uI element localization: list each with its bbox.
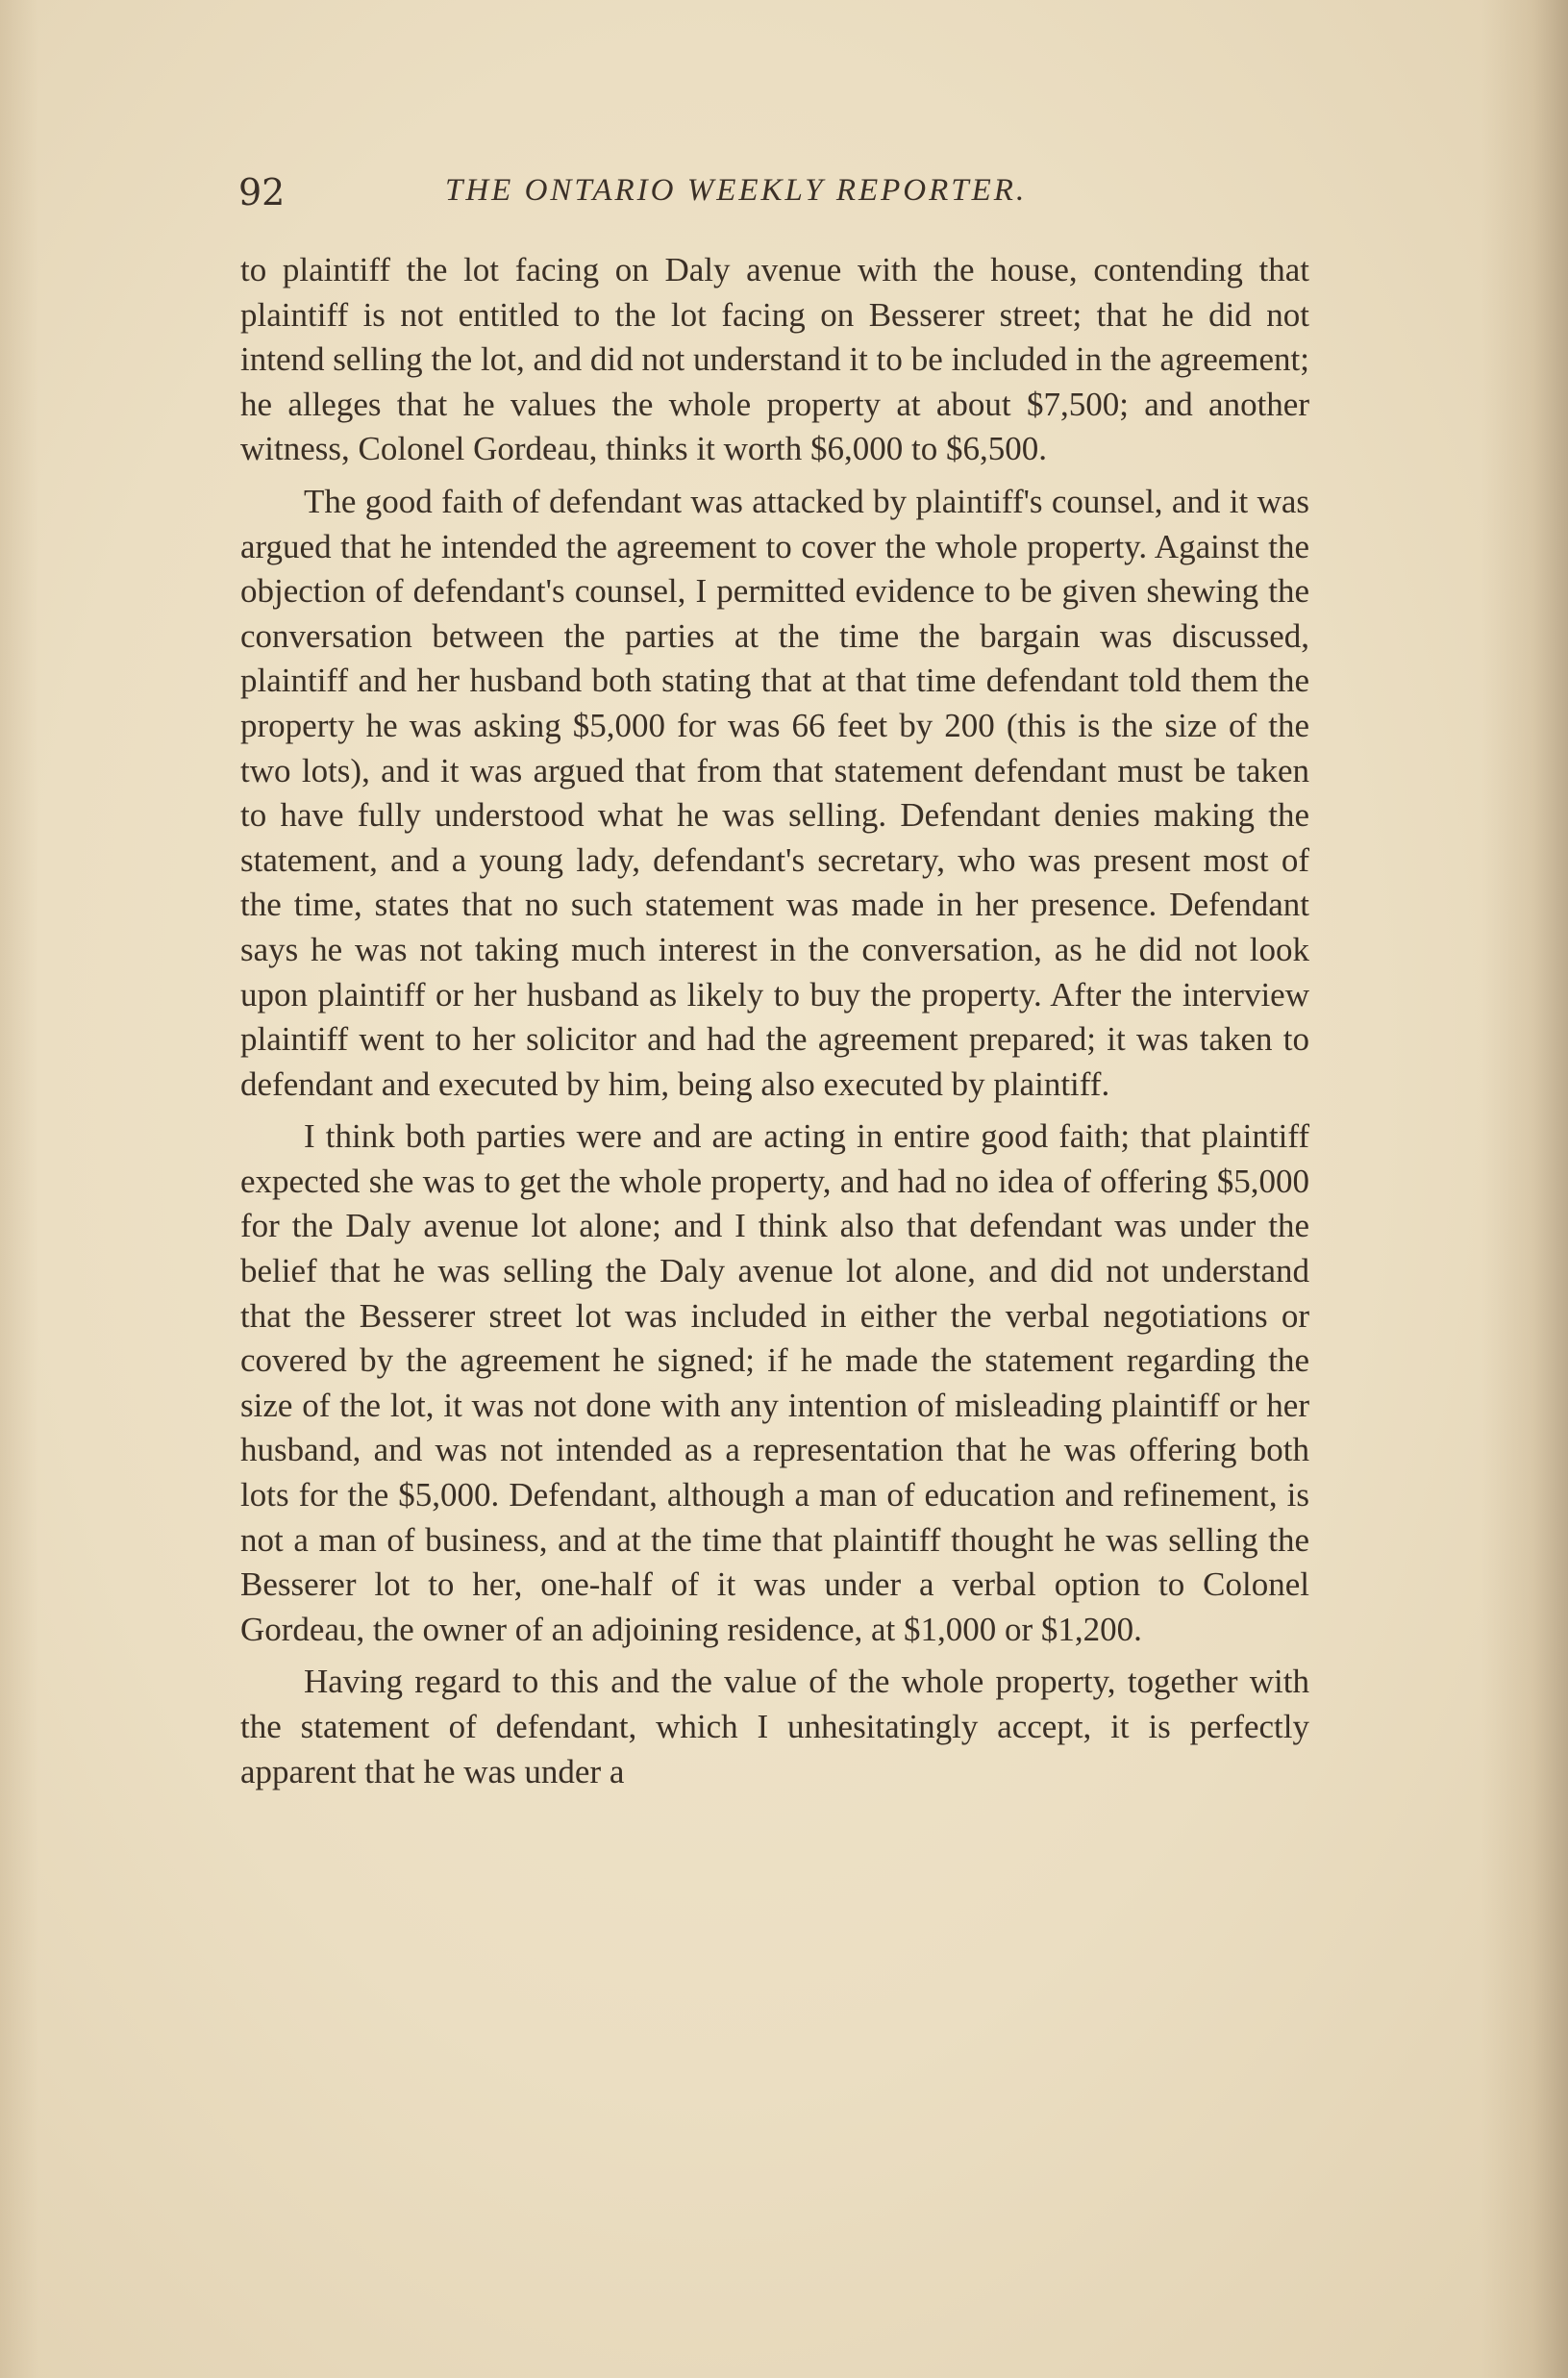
page-header: [238, 171, 1315, 219]
paragraph: Having regard to this and the value of the whole property, together with the statement of defendant, which I unhesitatingly accept, it is perfectly apparent that he was under a: [240, 1663, 1309, 1790]
paragraph: to plaintiff the lot facing on Daly avenue with the house, contending that plaintiff is not entitled to the lot facing on Besserer street; that he did not intend selling the lot, and did not understand it to be included in the agreement; he alleges that he values the whole property at about $7,500; and another witness, Colonel Gordeau, thinks it worth $6,000 to $6,500.: [240, 251, 1309, 468]
page-shadow-right: [1481, 0, 1568, 2378]
page-number: 92: [238, 171, 286, 213]
paragraph: The good faith of defendant was attacked by plaintiff's counsel, and it was argued that he intended the agreement to cover the whole property. Against the objection of defendant's counsel, I permitted evidence to be given shewing the conversation between the parties at the time the bargain was discussed, plaintiff and her husband both stating that at that time defendant told them the property he was asking $5,000 for was 66 feet by 200 (this is the size of the two lots), and it was argued that from that statement defendant must be taken to have fully understood what he was selling. Defendant denies making the statement, and a young lady, defendant's secretary, who was present most of the time, states that no such statement was made in her presence. Defendant says he was not taking much interest in the conversation, as he did not look upon plaintiff or her husband as likely to buy the property. After the interview plaintiff went to her solicitor and had the agreement prepared; it was taken to defendant and executed by him, being also executed by plaintiff.: [240, 482, 1309, 1103]
body-text: [240, 248, 1309, 1802]
running-title: THE ONTARIO WEEKLY REPORTER.: [445, 173, 1028, 208]
paragraph: I think both parties were and are acting in entire good faith; that plaintiff expected she was to get the whole property, and had no idea of offering $5,000 for the Daly avenue lot alone; and I think also that defendant was under the belief that he was selling the Daly avenue lot alone, and did not understand that the Besserer street lot was included in either the verbal negotiations or covered by the agreement he signed; if he made the statement regarding the size of the lot, it was not done with any intention of misleading plaintiff or her husband, and was not intended as a representation that he was offering both lots for the $5,000. Defendant, although a man of education and refinement, is not a man of business, and at the time that plaintiff thought he was selling the Besserer lot to her, one-half of it was under a verbal option to Colonel Gordeau, the owner of an adjoining residence, at $1,000 or $1,200.: [240, 1117, 1309, 1648]
page-shadow-left: [0, 0, 38, 2378]
